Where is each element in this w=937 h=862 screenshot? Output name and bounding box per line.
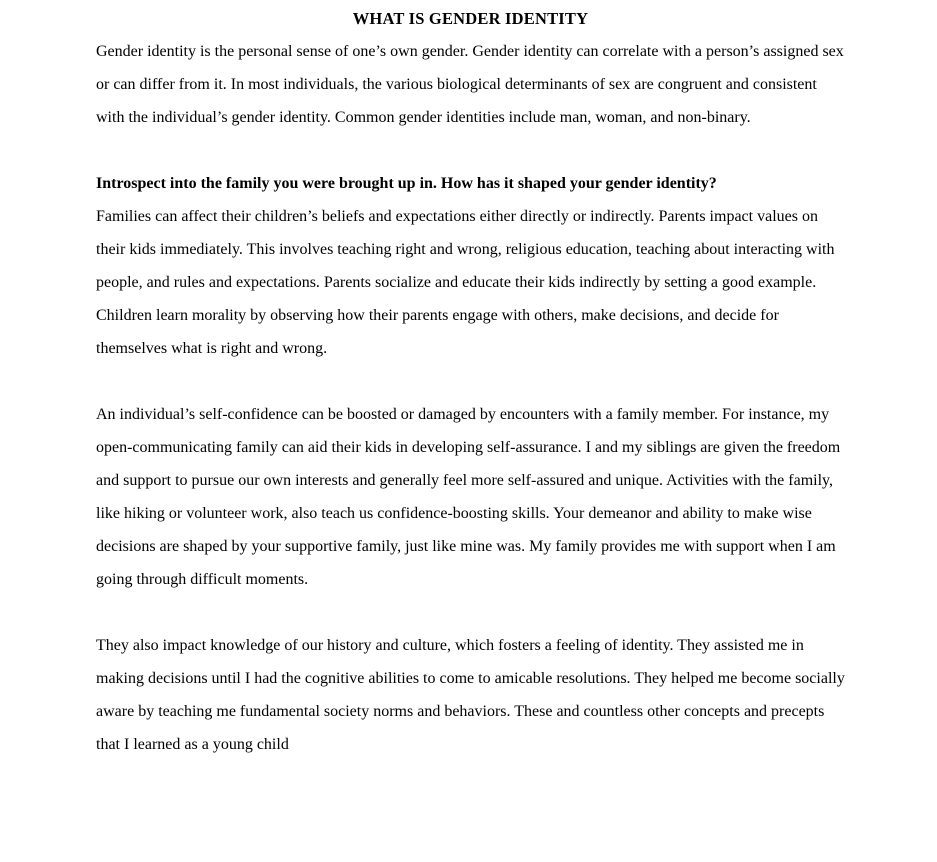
paragraph-gender-identity-definition: Gender identity is the personal sense of one’s own gender. Gender identity can correlate with a person’s assigned sex or can differ from it. In most individuals, the various biological determinants of sex are congruent and consistent with the individual’s gender identity. Common gender identities include man, woman, and non-binary. [96, 43, 844, 126]
document-title: WHAT IS GENDER IDENTITY [352, 9, 589, 28]
paragraph-history-culture: They also impact knowledge of our history and culture, which fosters a feeling of identity. They assisted me in making decisions until I had the cognitive abilities to come to amicable resolutions. They helped me become socially aware by teaching me fundamental society norms and behaviors. These and countless other concepts and precepts that I learned as a young child [96, 637, 845, 753]
section-heading-family-question: Introspect into the family you were brought up in. How has it shaped your gender identity? [96, 175, 717, 192]
paragraph-family-influence: Families can affect their children’s beliefs and expectations either directly or indirectly. Parents impact values on their kids immediately. This involves teaching right and wrong, religious education, teaching about interacting with people, and rules and expectations. Parents socialize and educate their kids indirectly by setting a good example. Children learn morality by observing how their parents engage with others, make decisions, and decide for themselves what is right and wrong. [96, 208, 835, 357]
paragraph-self-confidence: An individual’s self-confidence can be boosted or damaged by encounters with a family member. For instance, my open-communicating family can aid their kids in developing self-assurance. I and my siblings are given the freedom and support to pursue our own interests and generally feel more self-assured and unique. Activities with the family, like hiking or volunteer work, also teach us confidence-boosting skills. Your demeanor and ability to make wise decisions are shaped by your supportive family, just like mine was. My family provides me with support when I am going through difficult moments. [96, 406, 841, 588]
